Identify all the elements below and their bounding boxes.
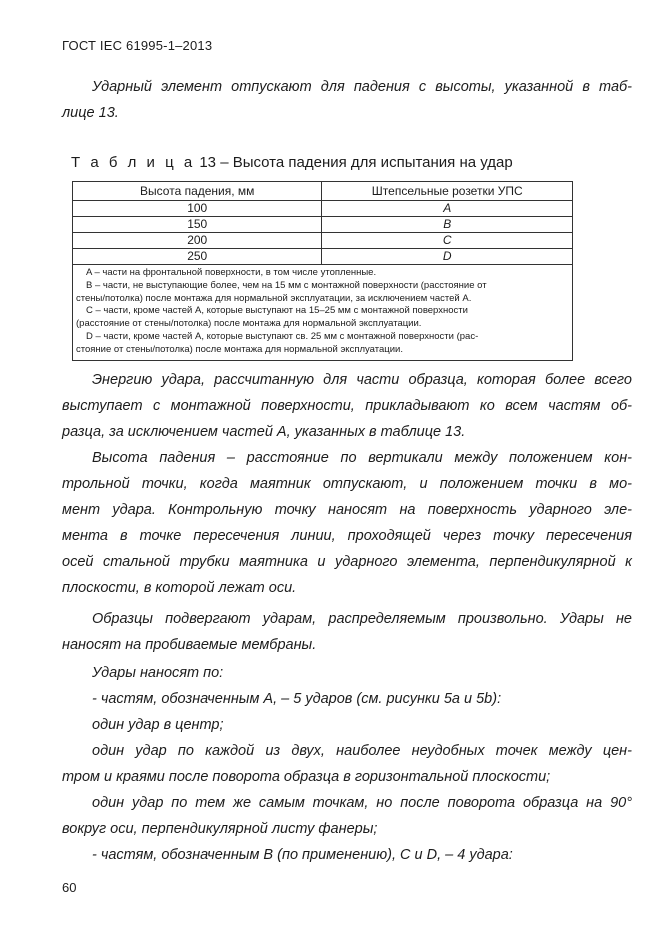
table-row — [73, 201, 573, 217]
table-note-line: C – части, кроме частей A, которые выступают на 15–25 мм с монтажной поверхности — [86, 305, 468, 317]
page-number: 60 — [62, 880, 77, 895]
table-header-cell: Штепсельные розетки УПС — [322, 182, 573, 201]
text-line: трольной точки, когда маятник отпускают, и положением точки в мо- — [62, 476, 632, 492]
paragraph-samples — [62, 606, 632, 658]
table-note-line: A – части на фронтальной поверхности, в том числе утопленные. — [86, 267, 377, 278]
text-line: - частям, обозначенным A, – 5 ударов (см. рисунки 5a и 5b): — [92, 691, 502, 707]
table-cell-socket: A — [322, 201, 573, 217]
table-caption-prefix: Т а б л и ц а — [71, 154, 196, 171]
text-line: Высота падения – расстояние по вертикали между положением кон- — [92, 450, 632, 466]
paragraph-drop-height — [62, 445, 632, 601]
table-cell-height: 150 — [73, 217, 322, 233]
text-line: вокруг оси, перпендикулярной листу фанеры; — [62, 821, 378, 837]
table-cell-socket: C — [322, 233, 573, 249]
text-line: Образцы подвергают ударам, распределяемым произвольно. Удары не — [92, 611, 632, 627]
text-line: Энергию удара, рассчитанную для части образца, которая более всего — [92, 372, 632, 388]
intro-paragraph — [62, 74, 632, 126]
drop-height-table — [72, 181, 573, 361]
text-line: один удар в центр; — [92, 717, 224, 733]
text-line: тром и краями после поворота образца в горизонтальной плоскости; — [62, 769, 551, 785]
text-line: Удары наносят по: — [92, 665, 224, 681]
text-line: выступает с монтажной поверхности, прикладывают ко всем частям об- — [62, 398, 632, 414]
text-line: Ударный элемент отпускают для падения с высоты, указанной в таб- — [92, 79, 632, 95]
text-line: осей стальной трубки маятника и ударного элемента, перпендикулярной к — [62, 554, 632, 570]
table-header-row — [73, 182, 573, 201]
document-header: ГОСТ IEC 61995-1–2013 — [62, 38, 213, 53]
table-notes — [73, 265, 573, 361]
text-line: плоскости, в которой лежат оси. — [62, 580, 297, 596]
table-note-line: (расстояние от стены/потолка) после монтажа для нормальной эксплуатации. — [76, 318, 422, 330]
table-note-line: D – части, кроме частей A, которые выступают св. 25 мм с монтажной поверхности (рас- — [86, 330, 479, 342]
text-line: один удар по тем же самым точкам, но после поворота образца на 90° — [92, 795, 632, 811]
text-line: наносят на пробиваемые мембраны. — [62, 637, 317, 653]
table-cell-socket: D — [322, 249, 573, 265]
text-line: мента в точке пересечения линии, проходящей через точку пересечения — [62, 528, 632, 544]
table-caption — [71, 154, 513, 171]
table-cell-height: 200 — [73, 233, 322, 249]
text-line: мент удара. Контрольную точку наносят на поверхность ударного эле- — [62, 502, 632, 518]
table-row — [73, 233, 573, 249]
table-row — [73, 217, 573, 233]
table-cell-socket: B — [322, 217, 573, 233]
table-note-line: стояние от стены/потолка) после монтажа для нормальной эксплуатации. — [76, 343, 403, 355]
table-notes-row — [73, 265, 573, 361]
text-line: один удар по каждой из двух, наиболее неудобных точек между цен- — [92, 743, 632, 759]
table-note-line: B – части, не выступающие более, чем на 15 мм с монтажной поверхности (расстояние от — [86, 279, 487, 291]
text-line: разца, за исключением частей A, указанных в таблице 13. — [62, 424, 466, 440]
table-caption-text: 13 – Высота падения для испытания на удар — [195, 154, 513, 171]
table-cell-height: 100 — [73, 201, 322, 217]
table-row — [73, 249, 573, 265]
text-line: лице 13. — [62, 105, 119, 121]
text-line: - частям, обозначенным B (по применению), C и D, – 4 удара: — [92, 847, 513, 863]
paragraph-impact-energy — [62, 367, 632, 445]
paragraph-impacts-list — [62, 660, 632, 868]
table-note-line: стены/потолка) после монтажа для нормальной эксплуатации, за исключением частей A. — [76, 292, 472, 304]
table-cell-height: 250 — [73, 249, 322, 265]
table-header-cell: Высота падения, мм — [73, 182, 322, 201]
